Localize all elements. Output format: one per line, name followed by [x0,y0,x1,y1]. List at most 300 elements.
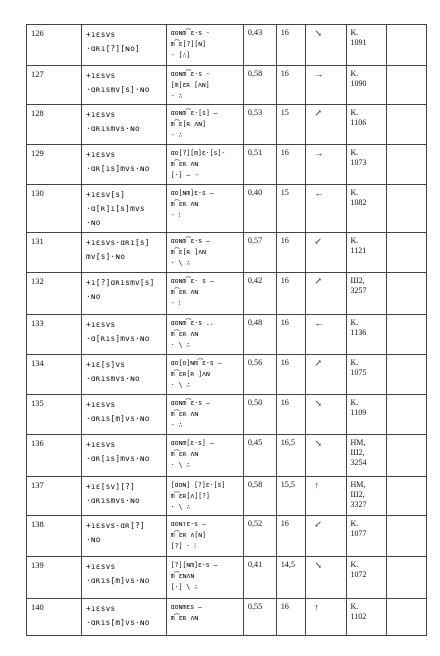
row-number-cell [27,273,82,315]
reference-cell [346,273,386,315]
die-axis-cell-text: ↘ [314,438,322,448]
reference-line: 1075 [350,368,367,377]
inscription-line: ·ɑʀıs[m]vs·ɴo [86,576,150,585]
inscription-line: ·ɑʀıs[m]vs·ɴo [86,414,150,423]
inscription-line: ·ɑʀıs[m]vs·ɴo [86,618,150,627]
transliteration-line: ɑoɴᴛɛ·s – [170,520,206,528]
weight-cell-text: 0,48 [247,318,263,327]
transliteration-line: ɑoɴm͡ɛ·s - [170,70,210,78]
die-axis-cell-text: ↗ [314,108,322,118]
transliteration-line: - [∴] [170,51,191,59]
transliteration-cell [166,105,243,145]
transliteration-line: [ɑoɴ] [?]ɛ·[s] [170,481,226,489]
diameter-cell-text: 16,5 [280,438,296,447]
table-row [27,233,427,273]
inscription-line: ·ɴo [86,292,101,301]
notes-cell [386,25,426,66]
transliteration-line: ɑo[o]ɴm͡ɛ·s – [170,359,222,367]
weight-cell-text: 0,51 [247,148,263,157]
reference-cell [346,599,386,636]
transliteration-line: · \ ∴ [170,461,191,469]
die-axis-cell [306,557,346,599]
table-row [27,477,427,516]
transliteration-line: m͡ɛʀ ʌɴ [170,160,199,168]
diameter-cell-text: 15 [280,188,289,197]
weight-cell-text: 0,50 [247,398,263,407]
die-axis-cell [306,25,346,66]
transliteration-cell [166,145,243,185]
inscription-cell [82,355,167,395]
inscription-cell [82,25,167,66]
transliteration-line: m͡ɛʀ ʌɴ [170,450,199,458]
inscription-line: +ıɛ[s]vs [86,360,126,369]
transliteration-cell [166,516,243,557]
inscription-cell [82,435,167,477]
diameter-cell [276,435,306,477]
diameter-cell-text: 16 [280,276,289,285]
diameter-cell [276,185,306,233]
transliteration-line: m͡ɛʀ ʌ[ɴ] [170,531,206,539]
die-axis-cell [306,435,346,477]
inscription-cell [82,477,167,516]
die-axis-cell [306,105,346,145]
inscription-line: ·ɑʀ[ıs]mvs·ɴo [86,454,150,463]
die-axis-cell [306,516,346,557]
row-number-cell [27,477,82,516]
transliteration-line: m͡ɛʀ ʌɴ [170,330,199,338]
table-row [27,599,427,636]
transliteration-line: - ∴ [170,421,183,429]
diameter-cell-text: 16 [280,28,289,37]
diameter-cell [276,233,306,273]
table-row [27,557,427,599]
transliteration-cell [166,355,243,395]
weight-cell-text: 0,55 [247,602,263,611]
reference-line: K. [350,188,359,197]
die-axis-cell-text: ← [314,318,324,328]
notes-cell [386,435,426,477]
notes-cell [386,273,426,315]
weight-cell [243,185,276,233]
weight-cell [243,273,276,315]
reference-line: 3257 [350,286,367,295]
weight-cell-text: 0,45 [247,438,263,447]
transliteration-cell [166,477,243,516]
row-number-cell-text: 138 [31,519,44,529]
die-axis-cell-text: ↗ [314,276,322,286]
inscription-line: ·ɑʀısmvs·ɴo [86,124,140,133]
inscription-cell [82,273,167,315]
notes-cell [386,105,426,145]
transliteration-line: ɑoɴm͡ɛ·[s] – [170,109,218,117]
reference-line: 3254 [350,458,367,467]
inscription-line: ·ɑʀısmvs·ɴo [86,496,140,505]
reference-cell [346,185,386,233]
transliteration-line: · \ ∴ [170,259,191,267]
row-number-cell-text: 133 [31,318,44,328]
transliteration-line: m͡ɛʀ ʌɴ [170,288,199,296]
inscription-line: ·ɑ[ʀ]ı[s]mvs [86,204,145,213]
row-number-cell [27,355,82,395]
reference-cell [346,25,386,66]
row-number-cell [27,66,82,105]
table-row [27,355,427,395]
table-row [27,315,427,355]
reference-line: K. [350,236,359,245]
row-number-cell [27,599,82,636]
weight-cell-text: 0,43 [247,28,263,37]
row-number-cell-text: 139 [31,560,44,570]
die-axis-cell-text: ↑ [314,602,319,612]
inscription-line: +ıɛsvs [86,562,116,571]
die-axis-cell [306,273,346,315]
table-body [27,25,427,636]
diameter-cell [276,477,306,516]
reference-line: K. [350,398,359,407]
reference-cell [346,66,386,105]
transliteration-line: - ∴ [170,92,183,100]
row-number-cell [27,145,82,185]
notes-cell [386,315,426,355]
row-number-cell [27,315,82,355]
reference-line: Ш2, [350,490,365,499]
inscription-line: +ıɛsvs [86,320,116,329]
row-number-cell [27,185,82,233]
transliteration-line: m͡ɛʀ ʌɴ [170,410,199,418]
inscription-line: +ıɛsv[s] [86,190,126,199]
catalogue-sheet [26,24,427,636]
diameter-cell-text: 15 [280,108,289,117]
diameter-cell-text: 16 [280,519,289,528]
transliteration-cell [166,25,243,66]
die-axis-cell [306,599,346,636]
inscription-line: ·ɴo [86,535,101,544]
table-row [27,105,427,145]
diameter-cell-text: 16 [280,148,289,157]
notes-cell [386,145,426,185]
diameter-cell [276,25,306,66]
row-number-cell-text: 132 [31,276,44,286]
reference-line: НМ, [350,480,366,489]
reference-line: K. [350,519,359,528]
transliteration-cell [166,599,243,636]
die-axis-cell [306,395,346,435]
die-axis-cell [306,233,346,273]
transliteration-line: ɑo[ɴm]ɛ·s – [170,189,214,197]
diameter-cell [276,66,306,105]
row-number-cell-text: 137 [31,480,44,490]
reference-line: K. [350,28,359,37]
notes-cell [386,557,426,599]
transliteration-line: [m]ɛʀ [ʌɴ] [170,81,210,89]
reference-line: 1091 [350,38,367,47]
inscription-line: ·ɴo [86,218,101,227]
inscription-line: +ıɛsvs [86,110,116,119]
transliteration-line: m͡ɛ[?][ɴ] [170,40,206,48]
weight-cell [243,599,276,636]
die-axis-cell-text: ↙ [314,519,322,529]
notes-cell [386,599,426,636]
die-axis-cell-text: ↙ [314,236,322,246]
inscription-line: ·ɑʀısmvs·ɴo [86,374,140,383]
transliteration-line: [?] - ⁝ [170,542,196,550]
inscription-cell [82,185,167,233]
reference-line: 1136 [350,328,367,337]
diameter-cell [276,273,306,315]
reference-line: 3327 [350,500,367,509]
reference-line: 1102 [350,612,367,621]
die-axis-cell [306,145,346,185]
diameter-cell-text: 16 [280,236,289,245]
reference-line: K. [350,148,359,157]
die-axis-cell-text: ↘ [314,398,322,408]
weight-cell [243,315,276,355]
reference-line: 1077 [350,529,367,538]
inscription-line: ·ɑʀı[?][ɴo] [86,44,140,53]
inscription-line: ·ɑ[ʀıs]mvs·ɴo [86,334,150,343]
reference-line: Ш2, [350,276,365,285]
inscription-line: mv[s]·ɴo [86,252,126,261]
transliteration-cell [166,66,243,105]
diameter-cell [276,355,306,395]
reference-line: K. [350,108,359,117]
reference-line: НМ, [350,438,366,447]
transliteration-line: m͡ɛʀ[ʀ ]ʌɴ [170,370,210,378]
reference-line: 1109 [350,408,367,417]
transliteration-line: · \ ∴ [170,341,191,349]
reference-cell [346,105,386,145]
diameter-cell-text: 16 [280,398,289,407]
inscription-cell [82,557,167,599]
row-number-cell [27,233,82,273]
transliteration-line: ɑo[?][m]ɛ·[s]- [170,149,226,157]
inscription-cell [82,395,167,435]
transliteration-line: ɑoɴm͡ɛ·s – [170,237,210,245]
row-number-cell-text: 126 [31,28,44,38]
transliteration-cell [166,395,243,435]
transliteration-line: - ⁝ [170,299,181,307]
diameter-cell-text: 16 [280,318,289,327]
diameter-cell-text: 15,5 [280,480,296,489]
table-row [27,435,427,477]
transliteration-cell [166,273,243,315]
inscription-line: +ıɛsvs [86,71,116,80]
reference-line: K. [350,560,359,569]
weight-cell [243,66,276,105]
reference-cell [346,315,386,355]
transliteration-line: m͡ɛ[ʀ ʌɴ] [170,120,206,128]
row-number-cell-text: 130 [31,188,44,198]
reference-cell [346,557,386,599]
weight-cell [243,477,276,516]
reference-line: K. [350,318,359,327]
weight-cell [243,557,276,599]
transliteration-cell [166,233,243,273]
die-axis-cell-text: ↘ [314,560,322,570]
die-axis-cell-text: ↗ [314,358,322,368]
weight-cell-text: 0,40 [247,188,263,197]
transliteration-line: ɑoɴm͡ɛ·s – [170,399,210,407]
notes-cell [386,355,426,395]
inscription-line: ·ɑʀ[ıs]mvs·ɴo [86,164,150,173]
inscription-cell [82,599,167,636]
inscription-line: +ıɛ[sv][?] [86,482,135,491]
row-number-cell-text: 131 [31,236,44,246]
weight-cell [243,516,276,557]
die-axis-cell [306,315,346,355]
die-axis-cell [306,477,346,516]
transliteration-line: ɑoɴm͡ɛ·s .. [170,319,214,327]
row-number-cell [27,516,82,557]
reference-line: 1082 [350,198,367,207]
table-row [27,395,427,435]
transliteration-cell [166,315,243,355]
row-number-cell-text: 136 [31,438,44,448]
die-axis-cell [306,66,346,105]
inscription-cell [82,516,167,557]
transliteration-line: - ⁝ [170,211,181,219]
inscription-line: +ıɛsvs [86,150,116,159]
inscription-line: +ı[?]ɑʀısmv[s] [86,278,155,287]
reference-line: Ш2, [350,448,365,457]
row-number-cell-text: 127 [31,69,44,79]
diameter-cell [276,599,306,636]
inscription-cell [82,145,167,185]
weight-cell-text: 0,56 [247,358,263,367]
inscription-line: +ıɛsvs·ɑʀı[s] [86,238,150,247]
transliteration-line: ɑoɴmɛs – [170,603,202,611]
transliteration-line: m͡ɛ[ʀ ]ʌɴ [170,248,206,256]
weight-cell-text: 0,41 [247,560,263,569]
row-number-cell [27,105,82,145]
diameter-cell-text: 16 [280,69,289,78]
diameter-cell [276,145,306,185]
weight-cell [243,233,276,273]
transliteration-cell [166,557,243,599]
weight-cell [243,25,276,66]
coin-catalogue-table [26,24,427,636]
reference-cell [346,435,386,477]
diameter-cell [276,315,306,355]
die-axis-cell-text: ← [314,188,324,198]
table-row [27,516,427,557]
weight-cell-text: 0,58 [247,69,263,78]
table-row [27,66,427,105]
reference-line: K. [350,602,359,611]
weight-cell [243,395,276,435]
inscription-line: +ıɛsvs [86,604,116,613]
transliteration-line: m͡ɛɴʌɴ [170,572,195,580]
inscription-cell [82,315,167,355]
transliteration-line: [?][ɴm]ɛ·s – [170,561,218,569]
die-axis-cell-text: ↑ [314,480,319,490]
diameter-cell [276,557,306,599]
row-number-cell [27,557,82,599]
reference-line: 1121 [350,246,367,255]
inscription-cell [82,66,167,105]
reference-line: 1073 [350,158,367,167]
weight-cell-text: 0,52 [247,519,263,528]
notes-cell [386,66,426,105]
transliteration-line: [·] \ ∴ [170,583,198,591]
reference-line: K. [350,358,359,367]
table-row [27,25,427,66]
row-number-cell-text: 134 [31,358,44,368]
inscription-line: ·ɑʀısmv[s]·ɴo [86,85,150,94]
weight-cell-text: 0,57 [247,236,263,245]
transliteration-line: ɑoɴm͡ɛ· s – [170,277,214,285]
reference-line: K. [350,69,359,78]
inscription-line: +ıɛsvs [86,440,116,449]
inscription-line: +ıɛsvs [86,30,116,39]
row-number-cell [27,395,82,435]
table-row [27,185,427,233]
transliteration-line: m͡ɛʀ[ʌ][?] [170,492,210,500]
inscription-line: +ıɛsvs [86,400,116,409]
row-number-cell-text: 129 [31,148,44,158]
transliteration-line: · \ ∴ [170,381,191,389]
die-axis-cell [306,355,346,395]
reference-cell [346,516,386,557]
diameter-cell-text: 16 [280,358,289,367]
inscription-line: +ıɛsvs·ɑʀ[?] [86,521,145,530]
row-number-cell-text: 135 [31,398,44,408]
transliteration-cell [166,185,243,233]
transliteration-line: ɑoɴm[ɛ·s] – [170,439,214,447]
notes-cell [386,477,426,516]
reference-line: 1090 [350,79,367,88]
weight-cell-text: 0,53 [247,108,263,117]
inscription-cell [82,233,167,273]
transliteration-cell [166,435,243,477]
reference-line: 1106 [350,118,367,127]
diameter-cell-text: 16 [280,602,289,611]
transliteration-line: ɑoɴm͡ɛ·s - [170,29,210,37]
weight-cell-text: 0,58 [247,480,263,489]
reference-cell [346,355,386,395]
row-number-cell-text: 128 [31,108,44,118]
die-axis-cell-text: ↘ [314,28,322,38]
reference-cell [346,477,386,516]
diameter-cell [276,105,306,145]
diameter-cell-text: 14,5 [280,560,296,569]
weight-cell [243,145,276,185]
inscription-cell [82,105,167,145]
weight-cell [243,355,276,395]
transliteration-line: m͡ɛʀ ʌɴ [170,614,199,622]
weight-cell [243,435,276,477]
transliteration-line: [·] – ⁘ [170,171,200,179]
notes-cell [386,185,426,233]
notes-cell [386,395,426,435]
transliteration-line: m͡ɛʀ ʌɴ [170,200,199,208]
die-axis-cell-text: → [314,69,324,79]
diameter-cell [276,395,306,435]
diameter-cell [276,516,306,557]
reference-cell [346,145,386,185]
transliteration-line: · \ ∴ [170,503,191,511]
row-number-cell-text: 140 [31,602,44,612]
reference-cell [346,395,386,435]
weight-cell [243,105,276,145]
weight-cell-text: 0,42 [247,276,263,285]
reference-cell [346,233,386,273]
reference-line: 1072 [350,570,367,579]
notes-cell [386,516,426,557]
table-row [27,145,427,185]
die-axis-cell-text: → [314,148,324,158]
table-row [27,273,427,315]
